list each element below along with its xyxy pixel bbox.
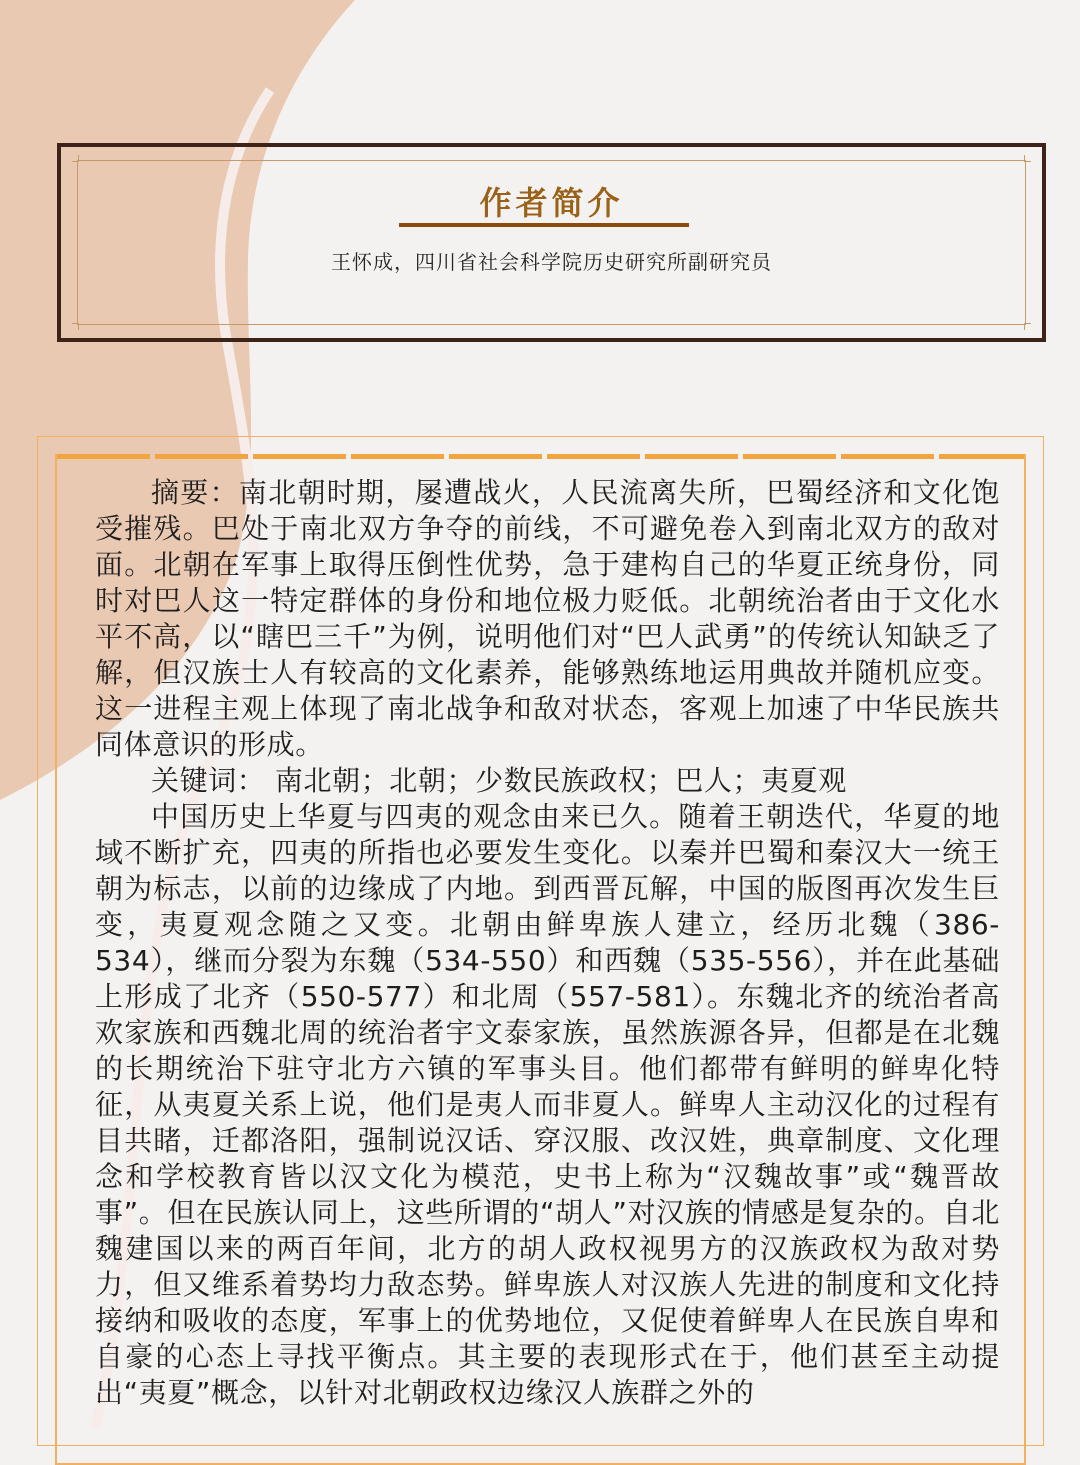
article-body: [95, 475, 1000, 1411]
article-keywords: 关键词： 南北朝；北朝；少数民族政权；巴人；夷夏观: [151, 764, 847, 797]
article-abstract: 摘要：南北朝时期，屡遭战火，人民流离失所，巴蜀经济和文化饱受摧残。巴处于南北双方争夺的前线，不可避免卷入到南北双方的敌对面。北朝在军事上取得压倒性优势，急于建构自己的华夏正统身份，同时对巴人这一特定群体的身份和地位极力贬低。北朝统治者由于文化水平不高，以“瞎巴三千”为例，说明他们对“巴人武勇”的传统认知缺乏了解，但汉族士人有较高的文化素养，能够熟练地运用典故并随机应变。这一进程主观上体现了南北战争和敌对状态，客观上加速了中华民族共同体意识的形成。: [95, 476, 1000, 761]
article-box: [37, 436, 1044, 1446]
author-description: 王怀成，四川省社会科学院历史研究所副研究员: [331, 250, 772, 274]
article-paragraph: 中国历史上华夏与四夷的观念由来已久。随着王朝迭代，华夏的地域不断扩充，四夷的所指也必要发生变化。以秦并巴蜀和秦汉大一统王朝为标志，以前的边缘成了内地。到西晋瓦解，中国的版图再次发生巨变，夷夏观念随之又变。北朝由鲜卑族人建立，经历北魏（386-534），继而分裂为东魏（534-550）和西魏（535-556），并在此基础上形成了北齐（550-577）和北周（557-581）。东魏北齐的统治者高欢家族和西魏北周的统治者宇文泰家族，虽然族源各异，但都是在北魏的长期统治下驻守北方六镇的军事头目。他们都带有鲜明的鲜卑化特征，从夷夏关系上说，他们是夷人而非夏人。鲜卑人主动汉化的过程有目共睹，迁都洛阳，强制说汉话、穿汉服、改汉姓，典章制度、文化理念和学校教育皆以汉文化为模范，史书上称为“汉魏故事”或“魏晋故事”。但在民族认同上，这些所谓的“胡人”对汉族的情感是复杂的。自北魏建国以来的两百年间，北方的胡人政权视男方的汉族政权为敌对势力，但又维系着势均力敌态势。鲜卑族人对汉族人先进的制度和文化持接纳和吸收的态度，军事上的优势地位，又促使着鲜卑人在民族自卑和自豪的心态上寻找平衡点。其主要的表现形式在于，他们甚至主动提出“夷夏”概念，以针对北朝政权边缘汉人族群之外的: [95, 800, 1000, 1409]
title-underline: [399, 223, 689, 227]
author-intro-box: [57, 143, 1046, 342]
author-intro-title: 作者简介: [479, 184, 624, 222]
article-dashed-top-border: [57, 454, 1024, 459]
